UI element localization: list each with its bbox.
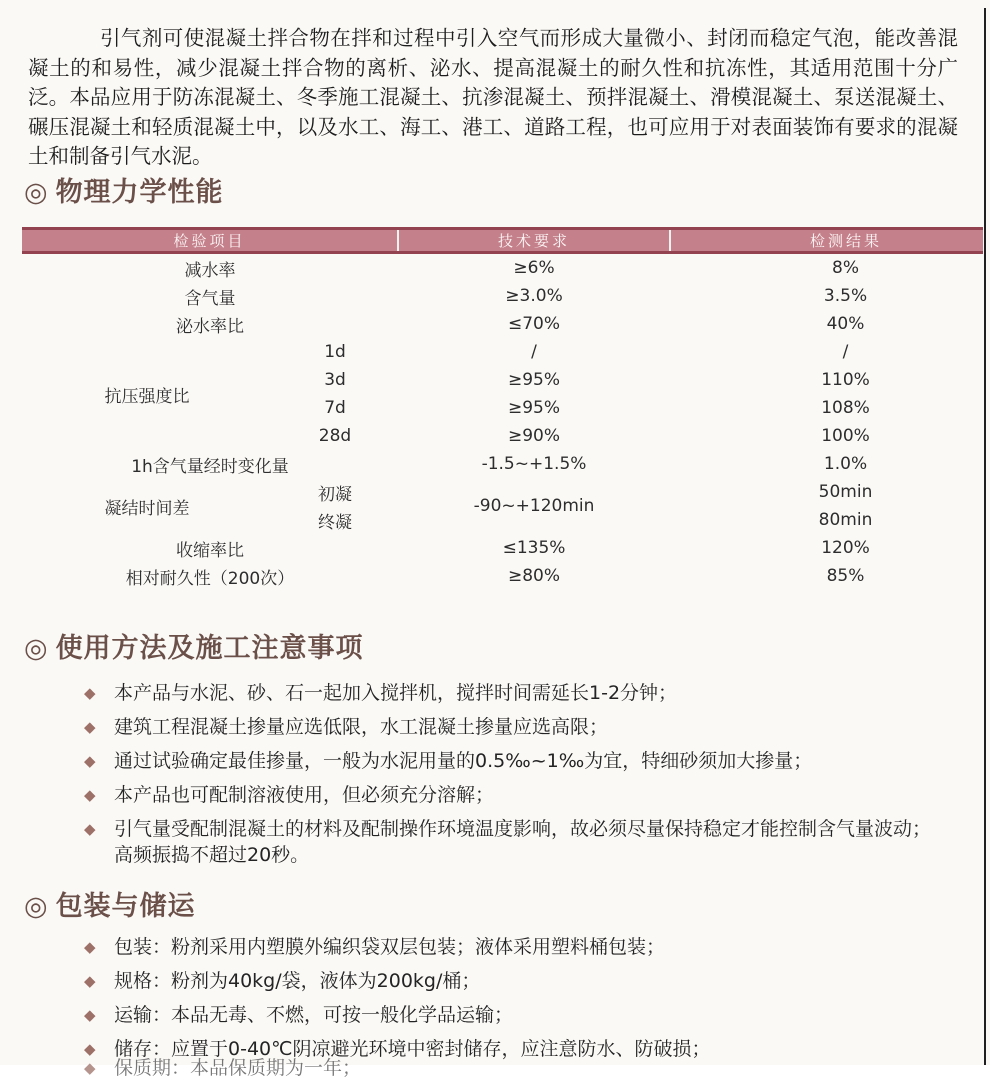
requirement-cell: ≥90% (508, 426, 561, 446)
requirement-cell: ≥95% (508, 398, 561, 418)
group-label-setting-time: 凝结时间差 (104, 498, 190, 519)
cutoff-bullet-row (84, 1055, 964, 1081)
result-cell: 100% (821, 426, 870, 446)
result-cell: 80min (818, 510, 873, 530)
double-circle-icon: ◎ (24, 891, 49, 922)
requirement-cell: ≥95% (508, 370, 561, 390)
age-cell: 1d (324, 342, 346, 362)
requirement-cell: ≤70% (508, 314, 561, 334)
result-cell: 110% (821, 370, 870, 390)
bullet-text: 保质期：本品保质期为一年； (114, 1057, 362, 1079)
properties-table (22, 227, 983, 590)
bullet-text-block (114, 816, 964, 868)
group-label-compressive: 抗压强度比 (104, 386, 190, 407)
diamond-bullet-icon: ◆ (84, 938, 96, 956)
item-cell: 收缩率比 (176, 540, 244, 561)
result-cell: 120% (821, 538, 870, 558)
table-row-compressive-1d (22, 338, 983, 366)
section-title-packaging (24, 884, 196, 923)
diamond-bullet-icon: ◆ (84, 1006, 96, 1024)
result-cell: / (842, 342, 849, 362)
packaging-bullet-list (84, 934, 964, 1070)
section-title-physical (24, 170, 224, 209)
list-item (84, 782, 964, 808)
diamond-bullet-icon: ◆ (84, 1040, 96, 1058)
item-cell: 含气量 (184, 288, 236, 309)
diamond-bullet-icon: ◆ (84, 786, 96, 804)
table-row-bleeding-ratio (22, 310, 983, 338)
list-item (84, 816, 964, 868)
result-cell: 108% (821, 398, 870, 418)
bullet-text: 本产品与水泥、砂、石一起加入搅拌机，搅拌时间需延长1-2分钟； (114, 682, 678, 704)
table-row-setting-initial (22, 478, 983, 506)
col-header-result: 检测结果 (670, 229, 983, 253)
table-row-durability (22, 562, 983, 590)
item-cell: 泌水率比 (176, 316, 244, 337)
diamond-bullet-icon: ◆ (84, 752, 96, 770)
diamond-bullet-icon: ◆ (84, 1059, 96, 1077)
result-cell: 50min (818, 482, 873, 502)
bullet-text: 通过试验确定最佳掺量，一般为水泥用量的0.5‰~1‰为宜，特细砂须加大掺量； (114, 750, 813, 772)
list-item (84, 934, 964, 960)
bullet-text-line1: 引气量受配制混凝土的材料及配制操作环境温度影响，故必须尽量保持稳定才能控制含气量波动； (114, 818, 932, 840)
result-cell: 85% (826, 566, 865, 586)
double-circle-icon: ◎ (24, 177, 49, 208)
bullet-text: 建筑工程混凝土掺量应选低限，水工混凝土掺量应选高限； (114, 716, 609, 738)
col-header-item: 检验项目 (22, 229, 398, 253)
usage-bullet-list (84, 680, 964, 876)
age-cell: 7d (324, 398, 346, 418)
list-item (84, 680, 964, 706)
diamond-bullet-icon: ◆ (84, 820, 96, 838)
section-title-usage (24, 626, 364, 665)
result-cell: 3.5% (823, 286, 868, 306)
diamond-bullet-icon: ◆ (84, 972, 96, 990)
table-row-air-content (22, 282, 983, 310)
table-header-row (22, 229, 983, 253)
age-cell: 3d (324, 370, 346, 390)
table-row-air-change-1h (22, 450, 983, 478)
bullet-text-line2: 高频振捣不超过20秒。 (114, 844, 310, 866)
result-cell: 8% (832, 258, 859, 278)
requirement-cell: ≥3.0% (505, 286, 563, 306)
requirement-cell: -1.5~+1.5% (481, 454, 587, 474)
double-circle-icon: ◎ (24, 633, 49, 664)
table-row-shrinkage (22, 534, 983, 562)
list-item (84, 714, 964, 740)
requirement-cell: ≥80% (508, 566, 561, 586)
bullet-text: 本产品也可配制溶液使用，但必须充分溶解； (114, 784, 495, 806)
list-item (84, 968, 964, 994)
age-cell: 28d (318, 426, 352, 446)
bullet-text: 运输：本品无毒、不燃，可按一般化学品运输； (114, 1004, 514, 1026)
item-cell: 相对耐久性（200次） (125, 568, 295, 589)
requirement-cell: ≤135% (502, 538, 566, 558)
diamond-bullet-icon: ◆ (84, 684, 96, 702)
bullet-text: 规格：粉剂为40kg/袋，液体为200kg/桶； (114, 970, 481, 992)
phase-cell: 初凝 (318, 484, 352, 505)
item-cell: 减水率 (184, 260, 236, 281)
bullet-text: 储存：应置于0-40℃阴凉避光环境中密封储存，应注意防水、防破损； (114, 1038, 711, 1060)
intro-paragraph: 引气剂可使混凝土拌合物在拌和过程中引入空气而形成大量微小、封闭而稳定气泡，能改善混凝土的和易性，减少混凝土拌合物的离析、泌水、提高混凝土的耐久性和抗冻性，其适用范围十分广泛。本品应用于防冻混凝土、冬季施工混凝土、抗渗混凝土、预拌混凝土、滑模混凝土、泵送混凝土、碾压混凝土和轻质混凝土中，以及水工、海工、港工、道路工程，也可应用于对表面装饰有要求的混凝土和制备引气水泥。 (28, 26, 958, 168)
list-item (84, 748, 964, 774)
list-item (84, 1002, 964, 1028)
result-cell: 1.0% (823, 454, 868, 474)
section-title-physical-text: 物理力学性能 (55, 177, 224, 208)
requirement-cell: ≥6% (513, 258, 555, 278)
col-header-requirement: 技术要求 (398, 229, 670, 253)
phase-cell: 终凝 (318, 512, 352, 533)
table-row-water-reduction (22, 253, 983, 283)
requirement-cell: -90~+120min (473, 496, 595, 516)
item-cell: 1h含气量经时变化量 (131, 456, 289, 477)
section-title-usage-text: 使用方法及施工注意事项 (55, 633, 364, 664)
bullet-text: 包装：粉剂采用内塑膜外编织袋双层包装；液体采用塑料桶包装； (114, 936, 666, 958)
diamond-bullet-icon: ◆ (84, 718, 96, 736)
result-cell: 40% (826, 314, 865, 334)
section-title-packaging-text: 包装与储运 (55, 891, 196, 922)
page-edge-line (984, 8, 986, 1065)
requirement-cell: / (531, 342, 537, 362)
